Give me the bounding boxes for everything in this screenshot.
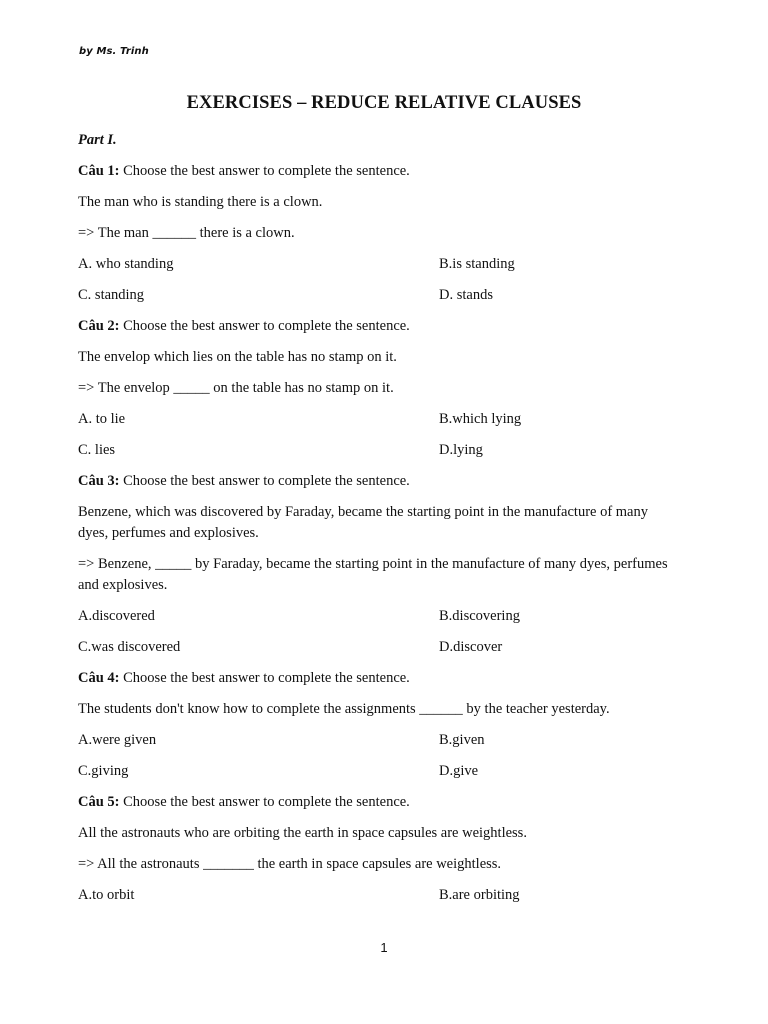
question-4-sentence: The students don't know how to complete the assignments ______ by the teacher yesterday. [78,701,610,717]
part-heading: Part I. [78,132,117,148]
page-title: EXERCISES – REDUCE RELATIVE CLAUSES [186,93,582,113]
question-5-prompt: => All the astronauts _______ the earth in space capsules are weightless. [78,856,502,872]
question-2-instruction [78,316,678,347]
question-1-option-d: D. stands [439,287,493,303]
question-3-sentence: Benzene, which was discovered by Faraday, became the starting point in the manufacture of many dyes, perfumes and explosives. [78,504,648,541]
question-2-options-row-2 [78,440,678,471]
question-1-option-b: B.is standing [439,256,515,272]
question-1-option-a: A. who standing [78,256,174,272]
question-4-instruction-text: Choose the best answer to complete the sentence. [119,670,410,686]
question-3-option-c: C.was discovered [78,639,181,655]
question-3-options-row-1 [78,606,678,637]
question-3-options-row-2 [78,637,678,668]
question-4-option-d: D.give [439,763,479,779]
question-5-label: Câu 5: [78,794,120,810]
question-3-prompt: => Benzene, _____ by Faraday, became the starting point in the manufacture of many dyes, perfumes and explosives. [78,556,668,593]
question-3-label: Câu 3: [78,473,120,489]
question-4-option-a: A.were given [78,732,157,748]
question-1-prompt: => The man ______ there is a clown. [78,225,295,241]
author-header: by Ms. Trinh [79,46,149,57]
question-1-label: Câu 1: [78,163,120,179]
question-5-instruction-text: Choose the best answer to complete the sentence. [119,794,410,810]
question-4-option-b: B.given [439,732,485,748]
question-4-option-c: C.giving [78,763,129,779]
question-5-option-b: B.are orbiting [439,887,520,903]
question-1-options-row-2 [78,285,678,316]
question-1-options-row-1 [78,254,678,285]
question-2-label: Câu 2: [78,318,120,334]
question-3-instruction [78,471,678,502]
question-2-options-row-1 [78,409,678,440]
question-5-instruction [78,792,678,823]
page-number: 1 [380,940,388,955]
question-5-sentence: All the astronauts who are orbiting the earth in space capsules are weightless. [78,825,527,841]
question-4-label: Câu 4: [78,670,120,686]
question-5-option-a: A.to orbit [78,887,135,903]
question-2-sentence: The envelop which lies on the table has no stamp on it. [78,349,397,365]
question-3-option-a: A.discovered [78,608,155,624]
question-2-option-d: D.lying [439,442,483,458]
question-2-option-a: A. to lie [78,411,126,427]
question-3-option-b: B.discovering [439,608,520,624]
question-1-option-c: C. standing [78,287,145,303]
question-2-option-b: B.which lying [439,411,522,427]
question-1-instruction-text: Choose the best answer to complete the sentence. [119,163,410,179]
question-3-option-d: D.discover [439,639,503,655]
question-1-sentence: The man who is standing there is a clown. [78,194,323,210]
question-4-options-row-2 [78,761,678,792]
question-2-prompt: => The envelop _____ on the table has no stamp on it. [78,380,394,396]
question-4-options-row-1 [78,730,678,761]
question-1-instruction [78,161,678,192]
exercise-content [78,130,678,916]
question-5-options-row-1 [78,885,678,916]
question-3-instruction-text: Choose the best answer to complete the sentence. [119,473,410,489]
question-4-instruction [78,668,678,699]
question-2-instruction-text: Choose the best answer to complete the sentence. [119,318,410,334]
question-2-option-c: C. lies [78,442,116,458]
